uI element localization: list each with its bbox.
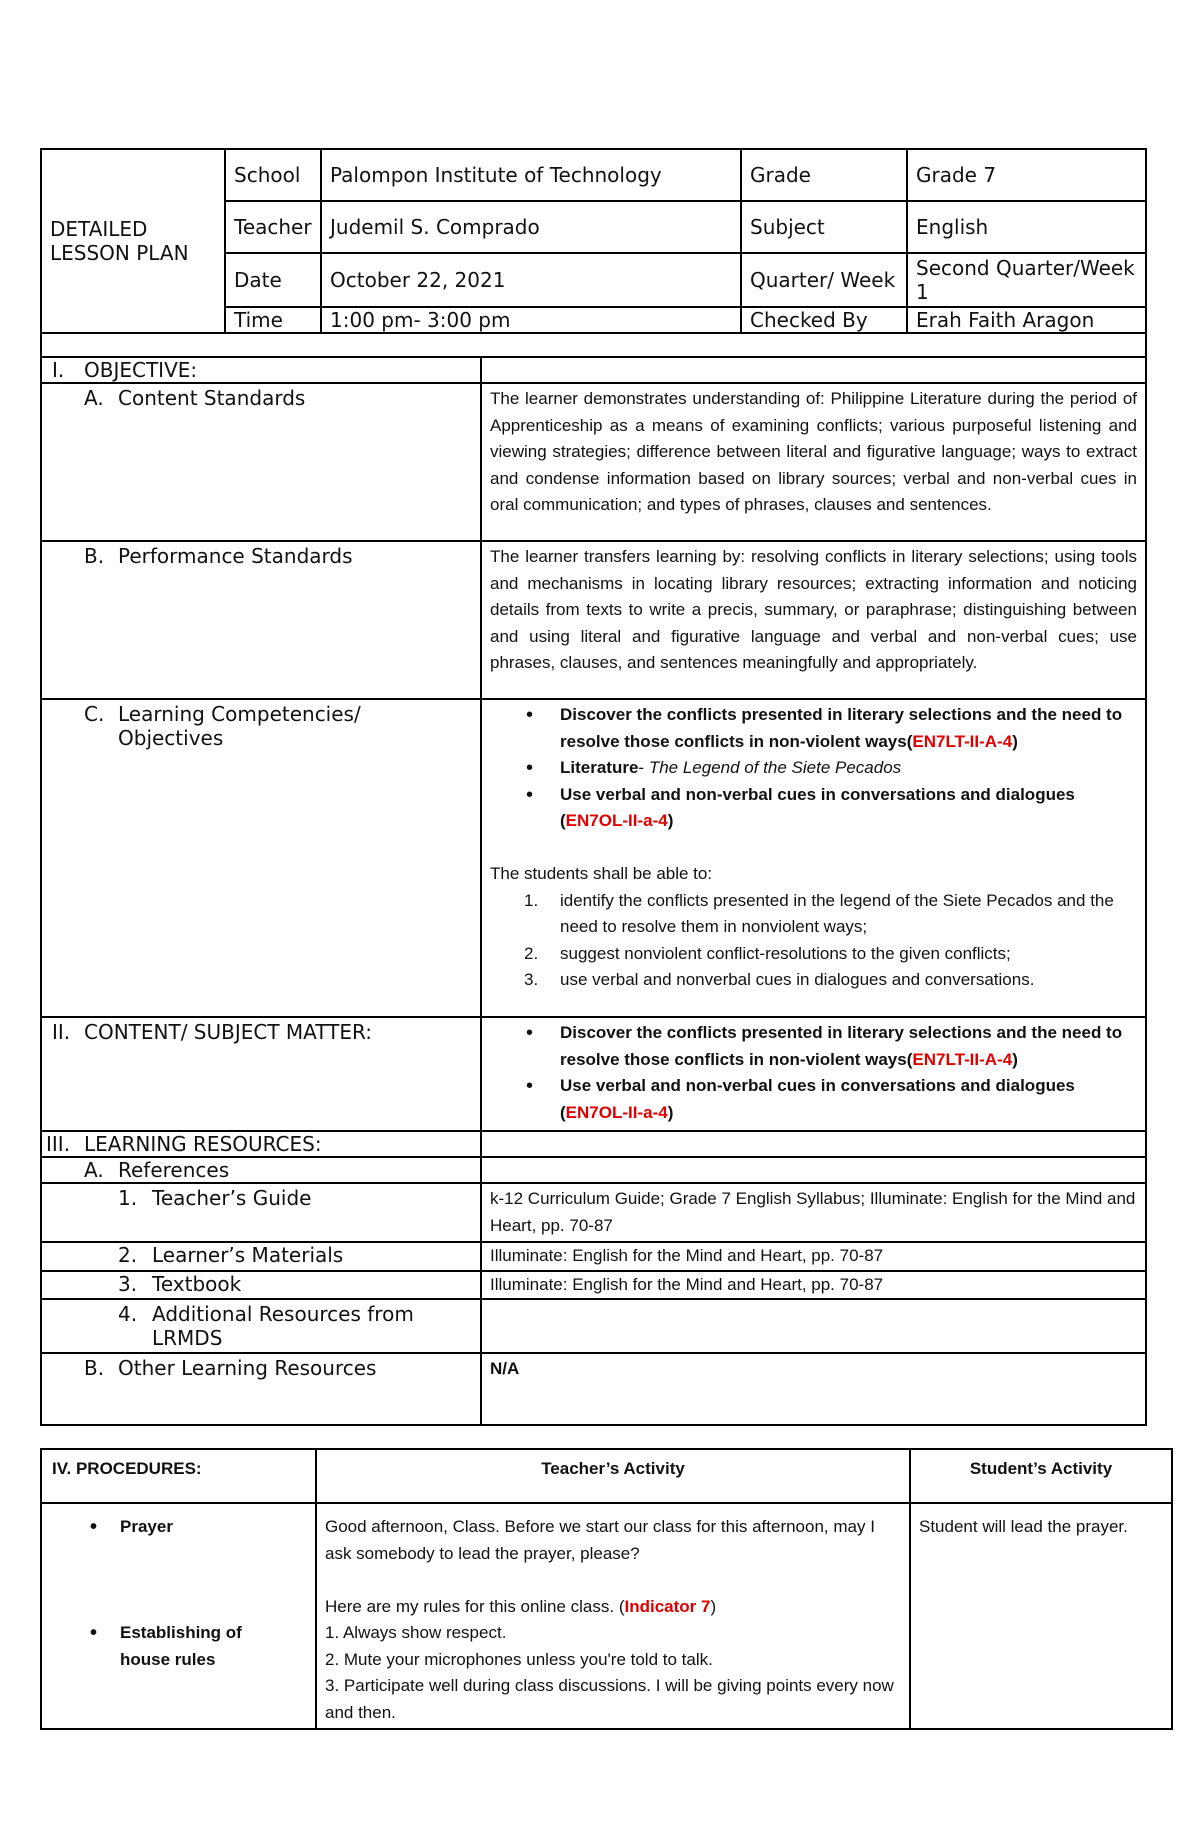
school-label: School [225,149,321,201]
grade-label: Grade [741,149,907,201]
lesson-plan-table [40,148,1147,1426]
doc-title [41,149,225,333]
procedures-title: IV. PROCEDURES: [41,1449,316,1503]
content-code-1: EN7LT-II-A-4 [912,1049,1013,1069]
rules-intro: Here are my rules for this online class. (Indicator 7) [325,1596,717,1616]
textbook-label: Textbook [152,1271,242,1296]
checked-by-label: Checked By [741,307,907,333]
textbook-label-cell: 3. Textbook [41,1271,481,1300]
subject-label: Subject [741,201,907,253]
teacher-activity-cell [316,1503,910,1729]
content-standards-letter: A. [84,386,104,410]
performance-standards-text: The learner transfers learning by: resolving conflicts in literary selections; using tools and mechanisms in locating library resources; extracting information and noticing details from texts to write a precis, summary, or paraphrase; distinguishing between and using literal and figurative language and verbal and non-verbal cues; use phrases, clauses, and sentences meaningfully and appropriately. [481,541,1146,699]
other-resources-label-cell: B. Other Learning Resources [41,1353,481,1425]
step-prayer: • Prayer [50,1514,307,1541]
content-heading-cell [41,1017,481,1131]
resources-heading-right [481,1131,1146,1157]
content-standards-label-cell [41,383,481,541]
date-value: October 22, 2021 [321,253,741,307]
performance-standards-label-cell [41,541,481,699]
content-standards-label: Content Standards [118,386,306,410]
objective-heading [41,357,481,383]
competencies-label: Learning Competencies/ Objectives [118,702,361,750]
competencies-letter: C. [84,702,105,726]
teachers-guide-label-cell: 1. Teacher’s Guide [41,1183,481,1242]
objective-title: OBJECTIVE: [84,358,198,382]
content-title: CONTENT/ SUBJECT MATTER: [84,1020,373,1044]
competency-item: • Use verbal and non-verbal cues in conversations and dialogues (EN7OL-II-a-4) [560,782,1137,835]
teacher-greeting: Good afternoon, Class. Before we start our class for this afternoon, may I ask somebody to lead the prayer, please? [325,1517,875,1563]
rule-item: 1. Always show respect. [325,1623,507,1642]
teachers-guide-value: k-12 Curriculum Guide; Grade 7 English Syllabus; Illuminate: English for the Mind and Heart, pp. 70-87 [481,1183,1146,1242]
student-activity-cell [910,1503,1172,1729]
procedures-table [40,1448,1173,1730]
procedure-steps-cell [41,1503,316,1729]
references-cell: A. References [41,1157,481,1183]
objective-item: 1. identify the conflicts presented in the legend of the Siete Pecados and the need to resolve them in nonviolent ways; [524,890,1114,936]
step-house-rules: • Establishing of house rules [50,1620,270,1673]
competency-code-2: EN7OL-II-a-4 [565,811,668,830]
performance-standards-letter: B. [84,544,105,568]
objective-num: I. [52,358,65,382]
spacer-row [41,333,1146,357]
other-resources-label: Other Learning Resources [118,1356,377,1380]
indicator-label: Indicator 7 [624,1596,711,1616]
competencies-label-cell [41,699,481,1017]
competency-text-3: Use verbal and non-verbal cues in conversations and dialogues [560,784,1075,804]
references-label: References [118,1158,230,1182]
competency-item: • Literature- The Legend of the Siete Pecados [560,755,1137,782]
checked-by-value: Erah Faith Aragon [907,307,1146,333]
competency-text-1: Discover the conflicts presented in literary selections and the need to resolve those conflicts in non-violent ways [560,705,1123,751]
rule-item: 2. Mute your microphones unless you're told to talk. [325,1649,713,1669]
resources-heading-cell [41,1131,481,1157]
performance-standards-label: Performance Standards [118,544,353,568]
competencies-cell [481,699,1146,1017]
additional-label: Additional Resources from LRMDS [152,1302,414,1350]
competency-item: • Discover the conflicts presented in literary selections and the need to resolve those conflicts in non-violent ways(EN7LT-II-A-4) [560,702,1137,755]
competency-list [490,702,1137,835]
objective-list [490,888,1137,994]
quarter-value: Second Quarter/Week 1 [907,253,1146,307]
teacher-label: Teacher [225,201,321,253]
teacher-value: Judemil S. Comprado [321,201,741,253]
students-intro: The students shall be able to: [490,864,713,883]
objective-heading-right [481,357,1146,383]
content-cell [481,1017,1146,1131]
student-activity-header: Student’s Activity [910,1449,1172,1503]
content-num: II. [52,1020,71,1044]
time-label: Time [225,307,321,333]
learners-materials-label: Learner’s Materials [152,1243,344,1267]
objective-item: 3. use verbal and nonverbal cues in dialogues and conversations. [524,970,1035,989]
references-right [481,1157,1146,1183]
resources-num: III. [46,1132,71,1156]
content-list [490,1020,1137,1126]
teacher-activity-header: Teacher’s Activity [316,1449,910,1503]
rule-item: 3. Participate well during class discussions. I will be giving points every now and then. [325,1676,894,1722]
content-item: • Discover the conflicts presented in literary selections and the need to resolve those conflicts in non-violent ways(EN7LT-II-A-4) [560,1020,1137,1073]
literature-title: The Legend of the Siete Pecados [648,758,902,777]
student-response: Student will lead the prayer. [919,1517,1128,1536]
other-resources-value: N/A [481,1353,1146,1425]
time-value: 1:00 pm- 3:00 pm [321,307,741,333]
learners-materials-label-cell: 2. Learner’s Materials [41,1242,481,1271]
content-code-2: EN7OL-II-a-4 [565,1102,668,1122]
subject-value: English [907,201,1146,253]
school-value: Palompon Institute of Technology [321,149,741,201]
date-label: Date [225,253,321,307]
additional-label-cell: 4. Additional Resources from LRMDS [41,1299,481,1353]
resources-title: LEARNING RESOURCES: [84,1132,322,1156]
quarter-label: Quarter/ Week [741,253,907,307]
additional-value [481,1299,1146,1353]
learners-materials-value: Illuminate: English for the Mind and Heart, pp. 70-87 [481,1242,1146,1271]
textbook-value: Illuminate: English for the Mind and Heart, pp. 70-87 [481,1271,1146,1300]
competency-code-1: EN7LT-II-A-4 [912,731,1013,751]
teachers-guide-label: Teacher’s Guide [152,1186,312,1210]
literature-label: Literature [560,758,639,777]
doc-title-text: DETAILED LESSON PLAN [50,217,189,265]
objective-item: 2. suggest nonviolent conflict-resolutions to the given conflicts; [524,943,1011,963]
grade-value: Grade 7 [907,149,1146,201]
content-standards-text: The learner demonstrates understanding of: Philippine Literature during the period of Apprenticeship as a means of examining conflicts; various purposeful listening and viewing strategies; difference between literal and figurative language; ways to extract and condense information based on library sources; verbal and non-verbal cues in oral communication; and types of phrases, clauses and sentences. [481,383,1146,541]
content-item: • Use verbal and non-verbal cues in conversations and dialogues (EN7OL-II-a-4) [560,1073,1137,1126]
